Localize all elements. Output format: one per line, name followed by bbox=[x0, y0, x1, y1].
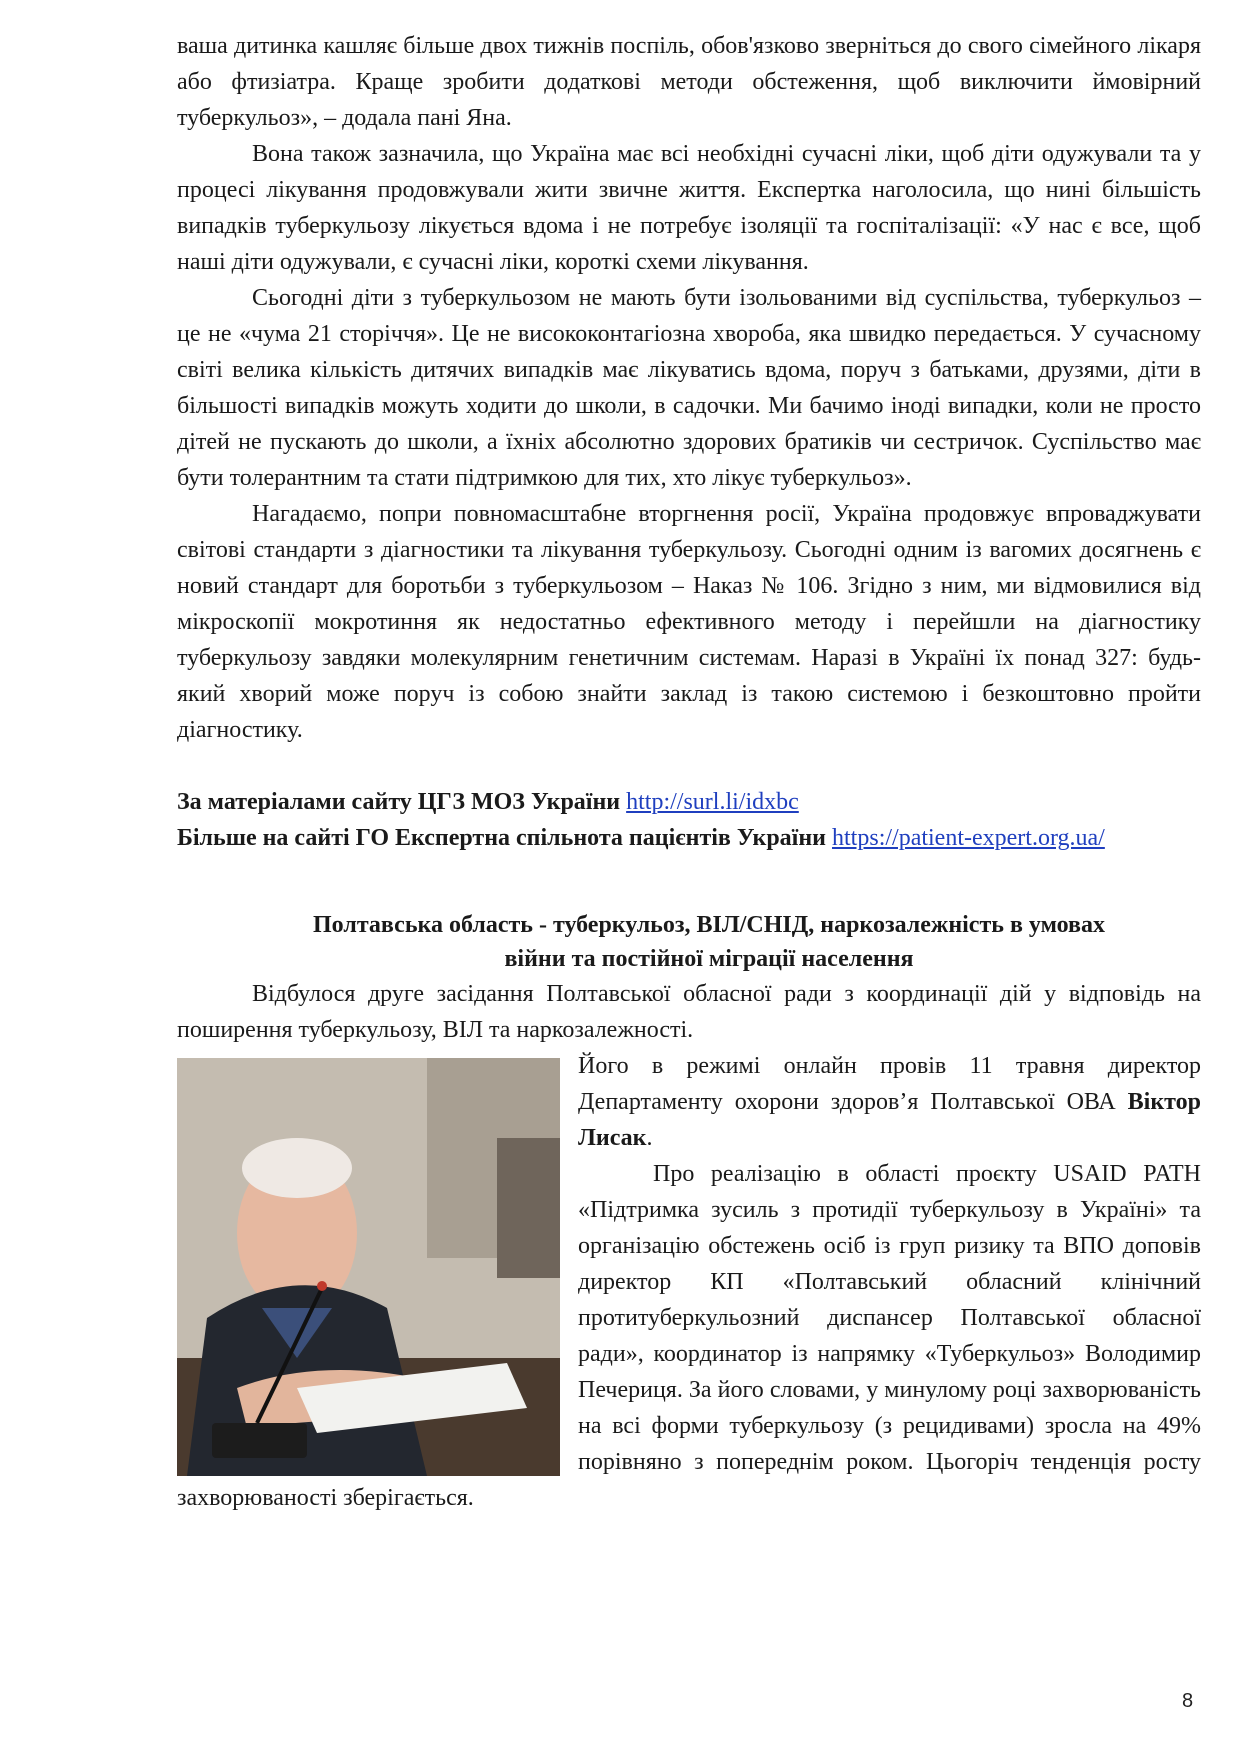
meeting-photo bbox=[177, 1058, 560, 1476]
paragraph-a-end: . bbox=[646, 1125, 653, 1151]
paragraph-a-text: Його в режимі онлайн провів 11 травня директор Департаменту охорони здоров’я Полтавської ОВА bbox=[578, 1053, 1201, 1115]
section-title-line-1: Полтавська область - туберкульоз, ВІЛ/СНІД, наркозалежність в умовах bbox=[313, 912, 1105, 938]
section-title-line-2: війни та постійної міграції населення bbox=[504, 946, 914, 972]
photo-illustration bbox=[177, 1058, 560, 1476]
page-number: 8 bbox=[1182, 1690, 1194, 1712]
paragraph-4: Нагадаємо, попри повномасштабне вторгнення росії, Україна продовжує впроваджувати світові стандарти з діагностики та лікування туберкульозу. Сьогодні одним із вагомих досягнень є новий стандарт для боротьби з туберкульозом – Наказ № 106. Згідно з ним, ми відмовилися від мікроскопії мокротиння як недостатньо ефективного методу і перейшли на діагностику туберкульозу завдяки молекулярним генетичним системам. Наразі в Україні їх понад 327: будь-який хворий може поруч із собою знайти заклад із такою системою і безкоштовно пройти діагностику. bbox=[177, 501, 1201, 743]
paragraph-3: Сьогодні діти з туберкульозом не мають бути ізольованими від суспільства, туберкульоз – це не «чума 21 сторіччя». Це не висококонтагіозна хвороба, яка швидко передається. У сучасному світі велика кількість дитячих випадків має лікуватись вдома, поруч з батьками, друзями, діти в більшості випадків можуть ходити до школи, в садочки. Ми бачимо іноді випадки, коли не просто дітей не пускають до школи, а їхніх абсолютно здорових братиків чи сестричок. Суспільство має бути толерантним та стати підтримкою для тих, хто лікує туберкульоз». bbox=[177, 285, 1201, 491]
person-name: Віктор Лисак bbox=[578, 1089, 1201, 1151]
section-paragraph-b: Про реалізацію в області проєкту USAID PATH «Підтримка зусиль з протидії туберкульозу в Україні» та організацію обстежень осіб із груп ризику та ВПО доповів директор КП «Полтавський обласний клінічний протитуберкульозний диспансер Полтавської обласної ради», координатор із напрямку «Туберкульоз» Володимир Печериця. За його словами, у минулому році захворюваність на всі форми туберкульозу (з рецидивами) зросла на 49% порівняно з попереднім роком. Цьогоріч тенденція росту захворюваності зберігається. bbox=[177, 1161, 1201, 1511]
source-2-label: Більше на сайті ГО Експертна спільнота пацієнтів України bbox=[177, 825, 827, 851]
section-title bbox=[177, 908, 1201, 976]
spacer bbox=[177, 748, 1201, 784]
source-line-2 bbox=[177, 820, 1201, 856]
source-line-1 bbox=[177, 784, 1201, 820]
spacer bbox=[177, 856, 1201, 908]
source-2-link[interactable]: https://patient-expert.org.ua/ bbox=[832, 825, 1105, 851]
paragraph-1: ваша дитинка кашляє більше двох тижнів поспіль, обов'язково зверніться до свого сімейного лікаря або фтизіатра. Краще зробити додаткові методи обстеження, щоб виключити ймовірний туберкульоз», – додала пані Яна. bbox=[177, 33, 1201, 131]
document-page bbox=[177, 28, 1201, 1516]
source-1-link[interactable]: http://surl.li/idxbc bbox=[626, 789, 799, 815]
sources-block bbox=[177, 784, 1201, 856]
source-1-label: За матеріалами сайту ЦГЗ МОЗ України bbox=[177, 789, 621, 815]
section-intro: Відбулося друге засідання Полтавської обласної ради з координації дій у відповідь на поширення туберкульозу, ВІЛ та наркозалежності. bbox=[177, 981, 1201, 1043]
paragraph-2: Вона також зазначила, що Україна має всі необхідні сучасні ліки, щоб діти одужували та у процесі лікування продовжували жити звичне життя. Експертка наголосила, що нині більшість випадків туберкульозу лікується вдома і не потребує ізоляції та госпіталізації: «У нас є все, щоб наші діти одужували, є сучасні ліки, короткі схеми лікування. bbox=[177, 141, 1201, 275]
